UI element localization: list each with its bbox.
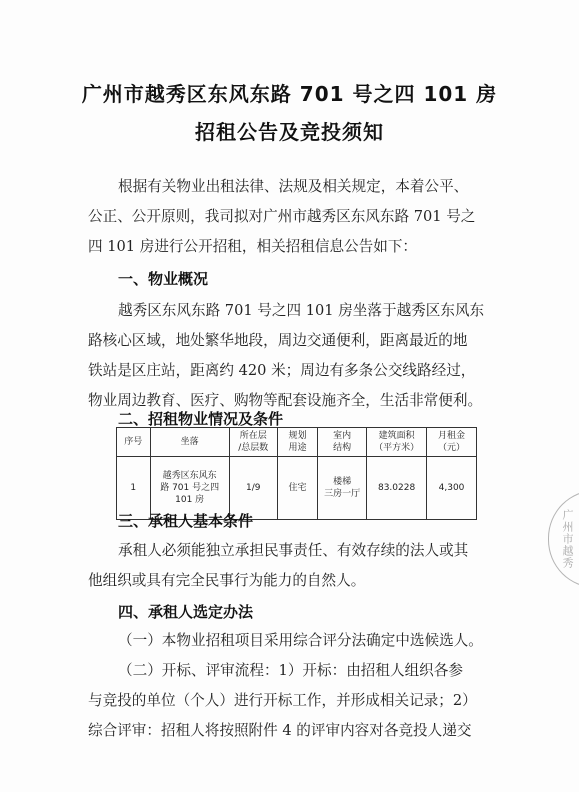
header-address: 坐落 [150, 428, 229, 457]
header-area: 建筑面积 （平方米） [367, 428, 427, 457]
cell-floor: 1/9 [229, 457, 277, 520]
section-4-item-2-line-3: 综合评审：招租人将按照附件 4 的评审内容对各竞投人递交 [88, 722, 472, 739]
section-3-line-2: 他组织或具有完全民事行为能力的自然人。 [88, 572, 366, 589]
intro-line-3: 四 101 房进行公开招租，相关招租信息公告如下： [88, 238, 418, 255]
header-rent: 月租金 （元） [427, 428, 477, 457]
section-4-heading: 四、承租人选定办法 [118, 603, 254, 621]
section-2-heading: 二、招租物业情况及条件 [118, 410, 284, 428]
cell-no: 1 [117, 457, 151, 520]
section-4-item-1: （一）本物业招租项目采用综合评分法确定中选候选人。 [118, 632, 483, 649]
cell-area: 83.0228 [367, 457, 427, 520]
official-seal-stamp [548, 490, 579, 588]
cell-address: 越秀区东风东 路 701 号之四 101 房 [150, 457, 229, 520]
section-1-line-4: 物业周边教育、医疗、购物等配套设施齐全，生活非常便利。 [88, 392, 483, 409]
header-no: 序号 [117, 428, 151, 457]
intro-line-1: 根据有关物业出租法律、法规及相关规定，本着公平、 [118, 178, 469, 195]
cell-rent: 4,300 [427, 457, 477, 520]
document-title-line-1: 广州市越秀区东风东路 701 号之四 101 房 [81, 82, 498, 106]
header-interior: 室内 结构 [318, 428, 367, 457]
cell-interior: 楼梯 三房一厅 [318, 457, 367, 520]
header-floor: 所在层 /总层数 [229, 428, 277, 457]
section-1-heading: 一、物业概况 [118, 270, 209, 288]
section-4-item-2-line-2: 与竞投的单位（个人）进行开标工作，并形成相关记录；2） [88, 692, 477, 709]
section-3-line-1: 承租人必须能独立承担民事责任、有效存续的法人或其 [118, 542, 469, 559]
intro-line-2: 公正、公开原则，我司拟对广州市越秀区东风东路 701 号之 [88, 208, 476, 225]
section-1-line-2: 路核心区域，地处繁华地段，周边交通便利，距离最近的地 [88, 332, 468, 349]
section-1-line-1: 越秀区东风东路 701 号之四 101 房坐落于越秀区东风东 [118, 302, 485, 319]
cell-usage: 住宅 [277, 457, 317, 520]
section-3-heading: 三、承租人基本条件 [118, 512, 254, 530]
seal-text: 广州市越秀 [561, 509, 574, 569]
lease-property-table [116, 427, 477, 520]
header-usage: 规划 用途 [277, 428, 317, 457]
section-1-line-3: 铁站是区庄站，距离约 420 米；周边有多条公交线路经过， [88, 362, 476, 379]
document-title-line-2: 招租公告及竞投须知 [195, 120, 384, 144]
table-header-row [117, 428, 477, 457]
section-4-item-2-line-1: （二）开标、评审流程：1）开标：由招租人组织各参 [118, 662, 463, 679]
